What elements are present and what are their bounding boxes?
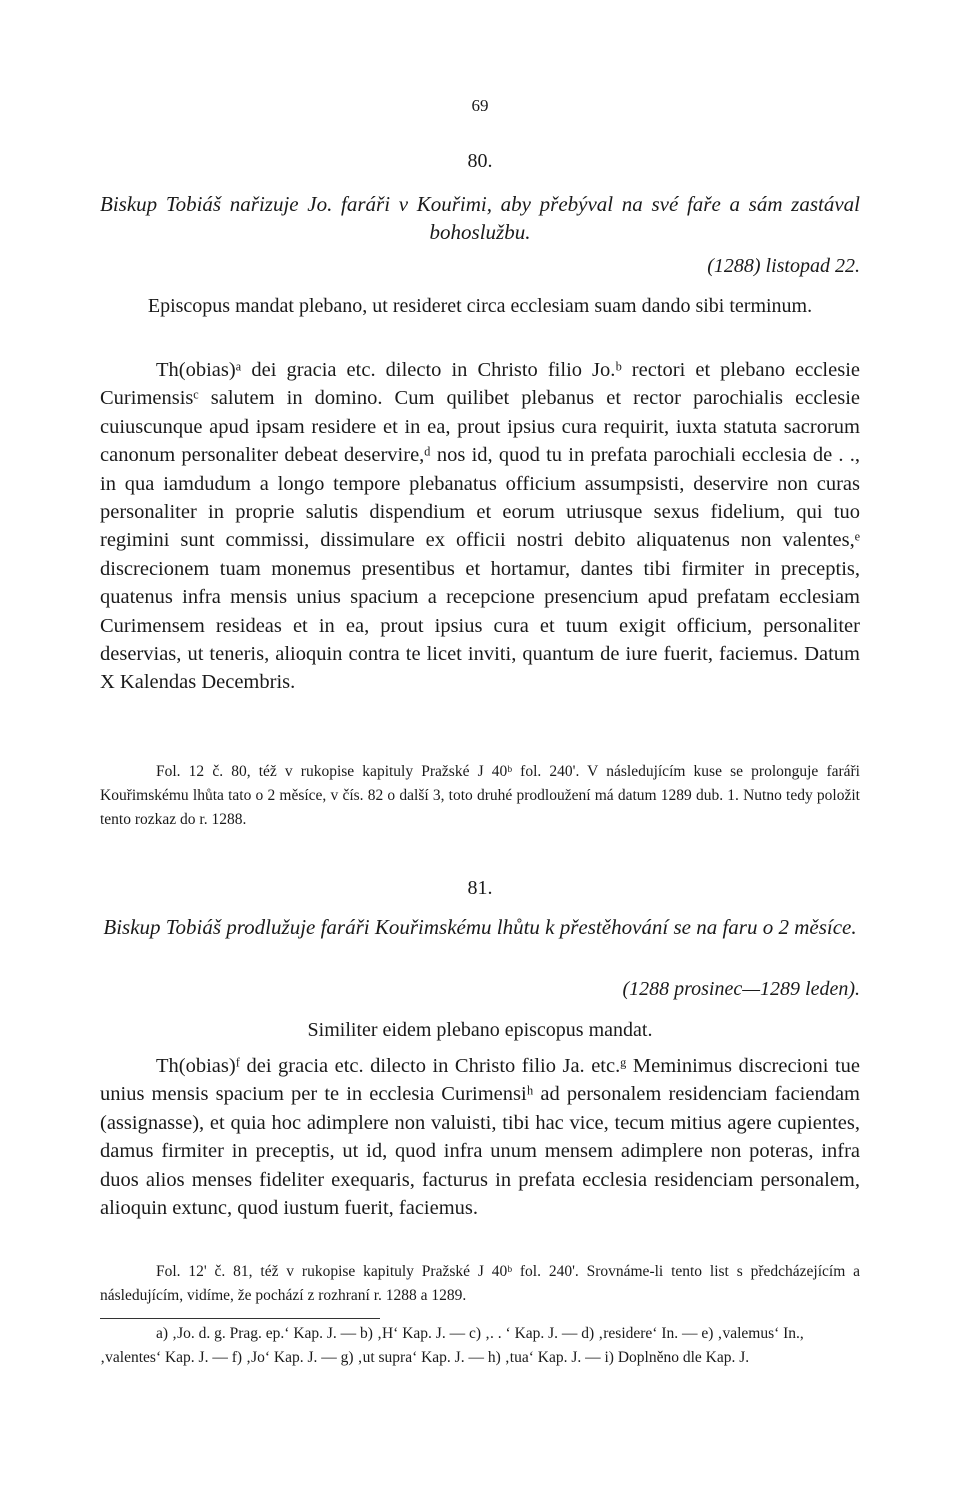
doc80-text: Th(obias)ᵃ dei gracia etc. dilecto in Christo filio Jo.ᵇ rectori et plebano ecclesie Curimensisᶜ salutem in domino. Cum quilibet plebanus et rector parochialis ecclesie cuiuscunque apud ipsam residere et in ea, prout ipsius cura requirit, iuxta statuta sacrorum canonum personaliter debeat deservire,ᵈ nos id, quod tu in prefata parochiali ecclesia de . ., in qua iamdudum a longo tempore plebanatus officium assumpsisti, deservire non curas personaliter in proprie salutis dispendium et eorum utriusque sexus fidelium, qui tuo regimini sunt commissi, dissimulare ex officii nostri debito aliquatenus non valentes,ᵉ discrecionem tuam monemus presentibus et hortamur, dantes tibi firmiter in preceptis, quatenus infra mensis unius spacium a recepcione presencium apud prefatam ecclesiam Curimensem resideas et in ea, prout ipsius cura et tuum exigit officium, personaliter deservias, ut teneris, alioquin contra te licet inviti, quantum de iure fuerit, faciemus. Datum X Kalendas Decembris. — [100, 359, 860, 694]
doc80-note: Fol. 12 č. 80, též v rukopise kapituly Pražské J 40ᵇ fol. 240'. V následujícím kuse se prolonguje faráři Kouřimskému lhůta tato o 2 měsíce, v čís. 82 o další 3, toto druhé prodloužení má datum 1289 dub. 1. Nutno tedy položit tento rozkaz do r. 1288. — [100, 763, 860, 828]
doc81-note: Fol. 12' č. 81, též v rukopise kapituly Pražské J 40ᵇ fol. 240'. Srovnáme-li tento list s předcházejícím a následujícím, vidíme, že pochází z rozhraní r. 1288 a 1289. — [100, 1263, 860, 1304]
doc81-text: Th(obias)ᶠ dei gracia etc. dilecto in Christo filio Ja. etc.ᵍ Meminimus discrecioni tue unius mensis spacium per te in ecclesia Curimensiʰ ad personalem residenciam faciendam (assignasse), et quia hoc adimplere non valuisti, tibi hac vice, tecum mitius agere cupientes, damus firmiter in preceptis, ut id, quod infra unum mensem adimplere non poteras, infra duos alios menses fideliter exequaris, facturus in prefata ecclesia residenciam personalem, alioquin extunc, quod iustum fuerit, faciemus. — [100, 1055, 860, 1220]
doc80-title: Biskup Tobiáš nařizuje Jo. faráři v Kouřimi, aby přebýval na své faře a sám zastával bohoslužbu. — [100, 192, 860, 244]
doc81-date: (1288 prosinec—1289 leden). — [622, 978, 860, 1000]
doc81-summary: Similiter eidem plebano episcopus mandat. — [307, 1019, 653, 1041]
doc81-number: 81. — [467, 877, 493, 899]
doc80-date: (1288) listopad 22. — [707, 255, 860, 277]
footnote-divider — [100, 1318, 380, 1319]
doc81-title: Biskup Tobiáš prodlužuje faráři Kouřimskému lhůtu k přestěhování se na faru o 2 měsíce. — [103, 915, 857, 939]
footnotes: a) ‚Jo. d. g. Prag. ep.‘ Kap. J. — b) ‚H‘ Kap. J. — c) ‚. . ‘ Kap. J. — d) ‚residere‘ In. — e) ‚valemus‘ In., ‚valentes‘ Kap. J. — f) ‚Jo‘ Kap. J. — g) ‚ut supra‘ Kap. J. — h) ‚tua‘ Kap. J. — i) Doplněno dle Kap. J. — [100, 1325, 804, 1366]
doc80-number: 80. — [467, 150, 493, 172]
page-number: 69 — [471, 96, 489, 115]
doc80-summary: Episcopus mandat plebano, ut resideret circa ecclesiam suam dando sibi terminum. — [147, 295, 813, 317]
